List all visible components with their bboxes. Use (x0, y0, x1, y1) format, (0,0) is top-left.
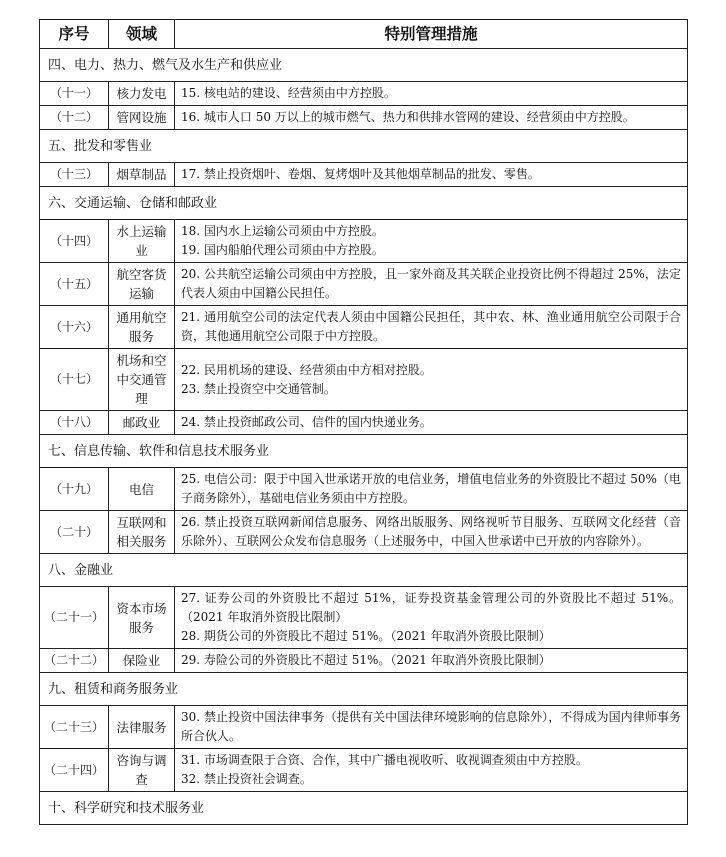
measures-table (39, 19, 688, 825)
section-title: 五、批发和零售业 (40, 130, 688, 163)
measure-item: 28. 期货公司的外资股比不超过 51%。（2021 年取消外资股比限制） (181, 629, 551, 643)
row-measures (175, 220, 688, 263)
row-domain: 机场和空中交通管理 (109, 349, 175, 411)
row-measures (175, 349, 688, 411)
row-number: （二十三） (40, 706, 109, 749)
measure-item: 18. 国内水上运输公司须由中方控股。 (181, 224, 384, 238)
table-row (40, 220, 688, 263)
table-row (40, 306, 688, 349)
table-row (40, 587, 688, 649)
section-title: 七、信息传输、软件和信息技术服务业 (40, 435, 688, 468)
row-domain: 航空客货运输 (109, 263, 175, 306)
section-row (40, 130, 688, 163)
table-row (40, 749, 688, 792)
row-domain: 保险业 (109, 649, 175, 673)
row-measures (175, 163, 688, 187)
header-measures: 特别管理措施 (175, 20, 688, 49)
header-number: 序号 (40, 20, 109, 49)
table-row (40, 706, 688, 749)
measure-item: 25. 电信公司：限于中国入世承诺开放的电信业务，增值电信业务的外资股比不超过 50%（电子商务除外），基础电信业务须由中方控股。 (181, 472, 681, 505)
row-domain: 邮政业 (109, 411, 175, 435)
measure-item: 16. 城市人口 50 万以上的城市燃气、热力和供排水管网的建设、经营须由中方控股。 (181, 110, 635, 124)
row-measures (175, 263, 688, 306)
section-row (40, 554, 688, 587)
row-domain: 烟草制品 (109, 163, 175, 187)
row-number: （十五） (40, 263, 109, 306)
section-title: 九、租赁和商务服务业 (40, 673, 688, 706)
row-domain: 核力发电 (109, 82, 175, 106)
row-measures (175, 511, 688, 554)
section-row (40, 49, 688, 82)
row-domain: 资本市场服务 (109, 587, 175, 649)
row-number: （二十四） (40, 749, 109, 792)
row-domain: 通用航空服务 (109, 306, 175, 349)
table-header-row (40, 20, 688, 49)
row-measures (175, 749, 688, 792)
table-body (40, 49, 688, 825)
measure-item: 27. 证券公司的外资股比不超过 51%，证券投资基金管理公司的外资股比不超过 51%。（2021 年取消外资股比限制） (181, 591, 681, 624)
row-number: （十六） (40, 306, 109, 349)
row-number: （十一） (40, 82, 109, 106)
measure-item: 22. 民用机场的建设、经营须由中方相对控股。 (181, 362, 432, 377)
measure-item: 32. 禁止投资社会调查。 (181, 772, 312, 786)
row-domain: 管网设施 (109, 106, 175, 130)
row-number: （十二） (40, 106, 109, 130)
row-number: （十八） (40, 411, 109, 435)
measure-item: 30. 禁止投资中国法律事务（提供有关中国法律环境影响的信息除外），不得成为国内律师事务所合伙人。 (181, 710, 681, 743)
table-row (40, 263, 688, 306)
section-row (40, 792, 688, 825)
section-row (40, 187, 688, 220)
measure-item: 15. 核电站的建设、经营须由中方控股。 (181, 86, 396, 100)
section-row (40, 435, 688, 468)
header-domain: 领域 (109, 20, 175, 49)
table-row (40, 468, 688, 511)
row-domain: 法律服务 (109, 706, 175, 749)
measure-item: 20. 公共航空运输公司须由中方控股，且一家外商及其关联企业投资比例不得超过 25%，法定代表人须由中国籍公民担任。 (181, 267, 681, 300)
table-row (40, 511, 688, 554)
row-domain: 水上运输业 (109, 220, 175, 263)
measure-item: 23. 禁止投资空中交通管制。 (181, 381, 336, 396)
row-number: （二十二） (40, 649, 109, 673)
row-measures (175, 468, 688, 511)
row-measures (175, 649, 688, 673)
row-number: （二十一） (40, 587, 109, 649)
row-domain: 电信 (109, 468, 175, 511)
row-domain: 互联网和相关服务 (109, 511, 175, 554)
row-number: （十三） (40, 163, 109, 187)
measure-item: 19. 国内船舶代理公司须由中方控股。 (181, 243, 384, 257)
measure-item: 31. 市场调查限于合资、合作，其中广播电视收听、收视调查须由中方控股。 (181, 753, 588, 767)
section-title: 十、科学研究和技术服务业 (40, 792, 688, 825)
table-row (40, 163, 688, 187)
row-measures (175, 706, 688, 749)
section-title: 六、交通运输、仓储和邮政业 (40, 187, 688, 220)
table-row (40, 411, 688, 435)
row-measures (175, 306, 688, 349)
row-domain: 咨询与调查 (109, 749, 175, 792)
row-measures (175, 587, 688, 649)
measure-item: 17. 禁止投资烟叶、卷烟、复烤烟叶及其他烟草制品的批发、零售。 (181, 167, 540, 181)
row-number: （二十） (40, 511, 109, 554)
row-number: （十九） (40, 468, 109, 511)
table-row (40, 106, 688, 130)
table-row (40, 649, 688, 673)
measure-item: 21. 通用航空公司的法定代表人须由中国籍公民担任，其中农、林、渔业通用航空公司限于合资，其他通用航空公司限于中方控股。 (181, 310, 681, 343)
row-measures (175, 411, 688, 435)
measure-item: 24. 禁止投资邮政公司、信件的国内快递业务。 (181, 415, 432, 429)
section-row (40, 673, 688, 706)
measure-item: 29. 寿险公司的外资股比不超过 51%。（2021 年取消外资股比限制） (181, 653, 551, 667)
section-title: 四、电力、热力、燃气及水生产和供应业 (40, 49, 688, 82)
table-row (40, 82, 688, 106)
section-title: 八、金融业 (40, 554, 688, 587)
row-number: （十四） (40, 220, 109, 263)
row-measures (175, 82, 688, 106)
row-measures (175, 106, 688, 130)
table-row (40, 349, 688, 411)
measure-item: 26. 禁止投资互联网新闻信息服务、网络出版服务、网络视听节目服务、互联网文化经营（音乐除外）、互联网公众发布信息服务（上述服务中，中国入世承诺中已开放的内容除外）。 (181, 515, 681, 548)
row-number: （十七） (40, 349, 109, 411)
